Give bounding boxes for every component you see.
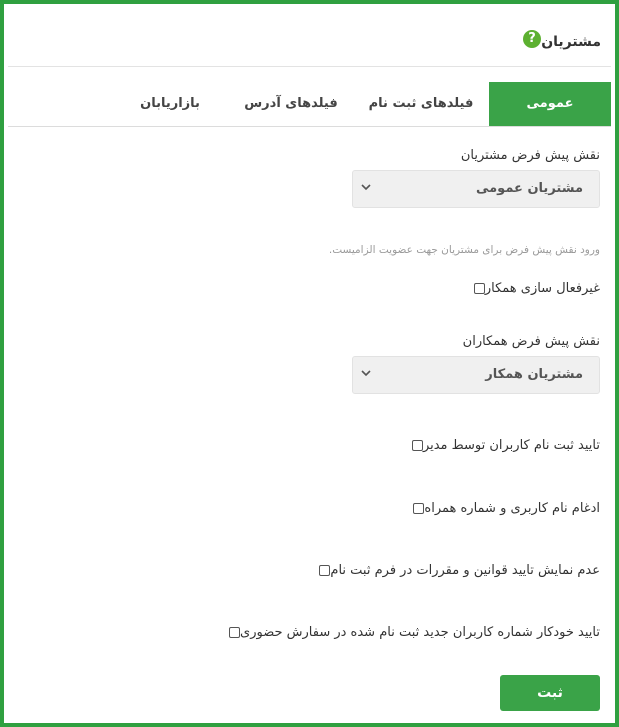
chevron-down-icon [359, 180, 373, 194]
admin-approval-checkbox-row[interactable] [407, 436, 600, 454]
partner-role-select[interactable] [352, 356, 600, 394]
page-title: مشتریان [541, 34, 601, 50]
tab-address-fields[interactable]: فیلدهای آدرس [244, 96, 338, 111]
disable-partner-label: غیرفعال سازی همکار [484, 280, 600, 296]
hide-terms-checkbox[interactable] [319, 565, 330, 576]
tab-general[interactable]: عمومی [489, 82, 611, 126]
panel-header [8, 8, 611, 67]
tab-registration-fields[interactable]: فیلدهای ثبت نام [368, 96, 474, 111]
hide-terms-checkbox-row[interactable] [314, 561, 600, 579]
disable-partner-checkbox[interactable] [474, 283, 485, 294]
default-role-label: نقش پیش فرض مشتریان [460, 148, 600, 163]
merge-username-phone-checkbox-row[interactable] [408, 499, 600, 517]
default-role-hint: ورود نقش پیش فرض برای مشتریان جهت عضویت الزامیست. [328, 244, 600, 256]
hide-terms-label: عدم نمایش تایید قوانین و مقررات در فرم ثبت نام [330, 562, 600, 578]
merge-username-phone-label: ادغام نام کاربری و شماره همراه [424, 500, 600, 516]
chevron-down-icon [359, 366, 373, 380]
auto-confirm-phone-checkbox[interactable] [229, 627, 240, 638]
merge-username-phone-checkbox[interactable] [413, 503, 424, 514]
partner-role-value: مشتریان همکار [485, 367, 583, 382]
auto-confirm-phone-label: تایید خودکار شماره کاربران جدید ثبت نام شده در سفارش حضوری [240, 624, 600, 640]
auto-confirm-phone-checkbox-row[interactable] [224, 623, 600, 641]
admin-approval-label: تایید ثبت نام کاربران توسط مدیر [422, 437, 600, 453]
tab-marketers[interactable]: بازاریابان [140, 96, 200, 111]
default-role-value: مشتریان عمومی [475, 181, 583, 196]
disable-partner-checkbox-row[interactable] [469, 279, 600, 297]
tab-bar [8, 82, 611, 127]
admin-approval-checkbox[interactable] [412, 440, 423, 451]
submit-button[interactable]: ثبت [500, 675, 600, 711]
partner-role-label: نقش پیش فرض همکاران [462, 334, 600, 349]
help-icon[interactable]: ? [523, 30, 541, 48]
default-role-select[interactable] [352, 170, 600, 208]
